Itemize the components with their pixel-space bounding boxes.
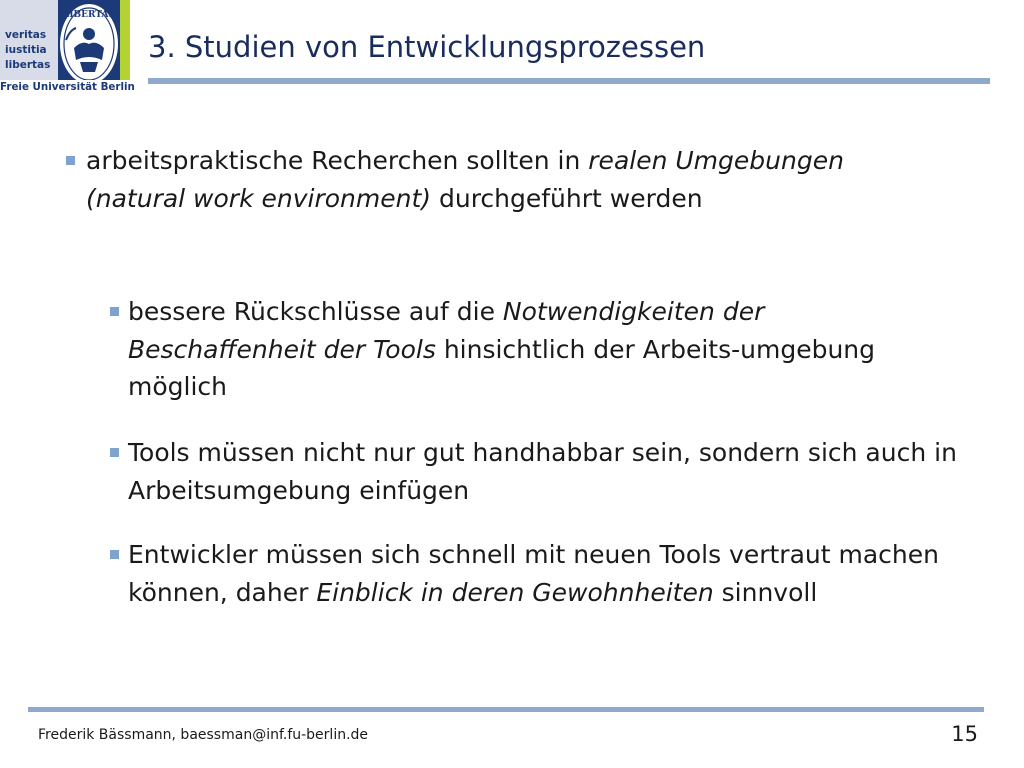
logo-motto-line: iustitia: [5, 44, 47, 56]
sub-bullet-item: [128, 434, 998, 509]
sub-bullet-item: [128, 536, 958, 611]
bullet-square-icon: [110, 307, 119, 316]
bullet-emphasis: realen Umgebungen (natural work environment): [86, 146, 844, 213]
logo-motto-line: veritas: [5, 29, 47, 41]
logo-motto-panel: [0, 0, 58, 80]
title-underline: [148, 78, 990, 84]
university-name: Freie Universität Berlin: [0, 81, 135, 93]
fu-berlin-logo: [0, 0, 135, 96]
bullet-text: hinsichtlich der Arbeits-umgebung möglich: [128, 334, 876, 401]
bullet-item: [86, 142, 846, 217]
seal-text: LIBERTAS: [62, 10, 116, 20]
fu-berlin-seal-icon: [58, 0, 120, 80]
bullet-text: bessere Rückschlüsse auf die: [128, 297, 503, 326]
bullet-text: arbeitspraktische Recherchen sollten in: [86, 146, 589, 175]
bullet-text: durchgeführt werden: [431, 183, 703, 213]
footer-rule: [28, 707, 984, 712]
bullet-square-icon: [110, 550, 119, 559]
page-number: 15: [951, 722, 978, 746]
bullet-text: Tools müssen nicht nur gut handhabbar sein, sondern sich auch in Arbeitsumgebung einfügen: [128, 438, 957, 505]
footer-author: Frederik Bässmann, baessman@inf.fu-berlin.de: [38, 727, 369, 743]
sub-bullet-item: [128, 293, 958, 406]
bullet-text: Entwickler müssen sich schnell mit neuen Tools vertraut machen können, daher: [128, 540, 939, 607]
bullet-square-icon: [66, 156, 75, 165]
bullet-square-icon: [110, 448, 119, 457]
slide-title: 3. Studien von Entwicklungsprozessen: [148, 30, 706, 64]
bullet-emphasis: Notwendigkeiten der Beschaffenheit der Tools: [128, 297, 765, 364]
bullet-emphasis: Einblick in deren Gewohnheiten: [316, 577, 714, 607]
logo-green-bar: [120, 0, 130, 80]
logo-motto-line: libertas: [5, 59, 51, 71]
logo-motto: [5, 28, 57, 73]
bullet-text: sinnvoll: [713, 577, 818, 607]
